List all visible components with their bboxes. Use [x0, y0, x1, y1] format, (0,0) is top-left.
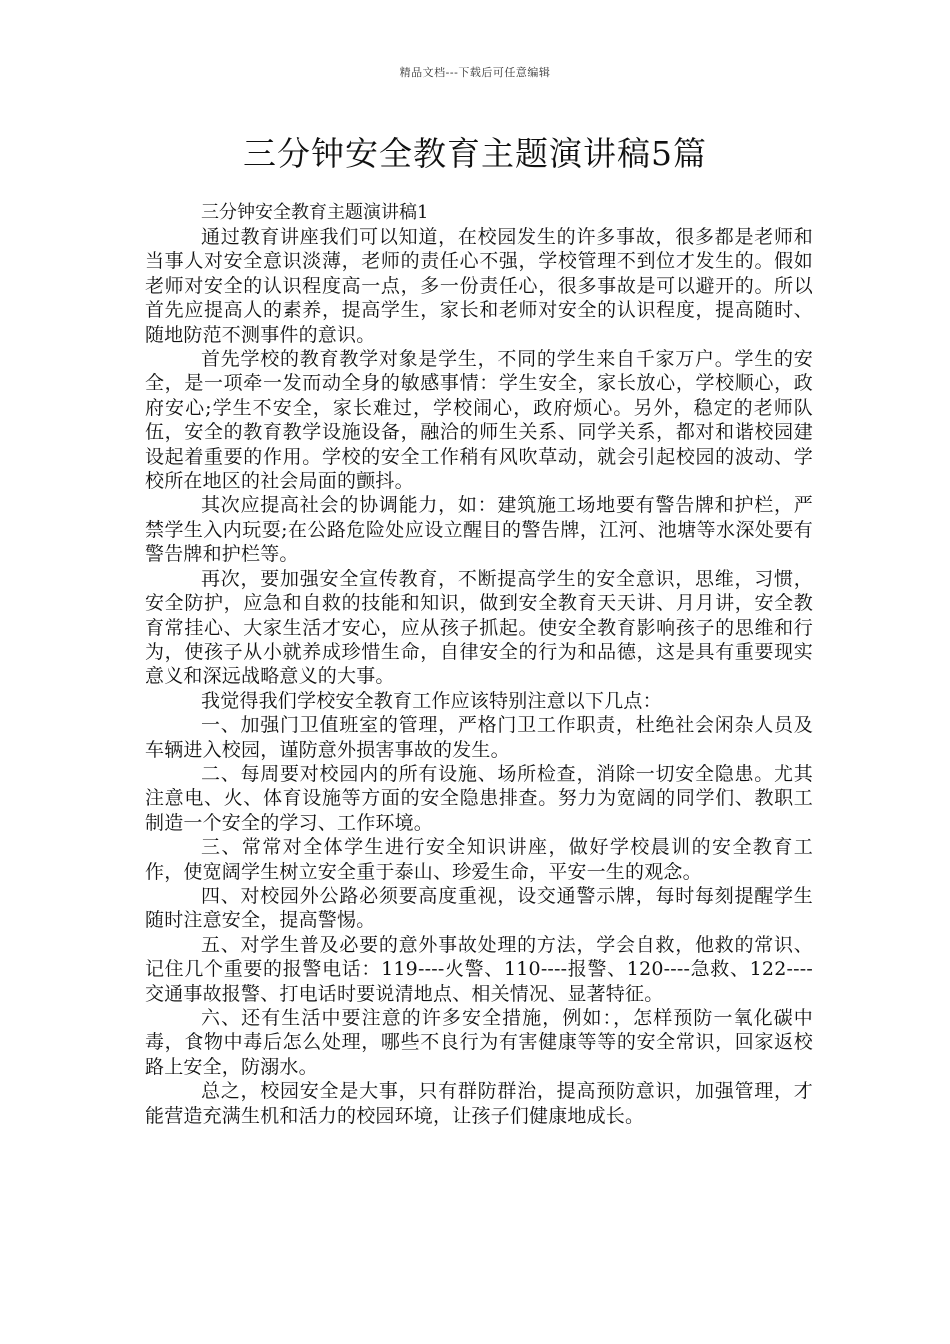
- paragraph-8: 三、常常对全体学生进行安全知识讲座，做好学校晨训的安全教育工作，使宽阔学生树立安全重于泰山、珍爱生命，平安一生的观念。: [145, 836, 813, 883]
- paragraph-7: 二、每周要对校园内的所有设施、场所检查，消除一切安全隐患。尤其注意电、火、体育设施等方面的安全隐患排查。努力为宽阔的同学们、教职工制造一个安全的学习、工作环境。: [145, 762, 813, 834]
- paragraph-12: 总之，校园安全是大事，只有群防群治，提高预防意识，加强管理，才能营造充满生机和活力的校园环境，让孩子们健康地成长。: [145, 1080, 813, 1127]
- document-title: 三分钟安全教育主题演讲稿5篇: [243, 134, 707, 173]
- document-body: [145, 200, 813, 1128]
- paragraph-5: 我觉得我们学校安全教育工作应该特别注意以下几点：: [201, 689, 662, 712]
- paragraph-6: 一、加强门卫值班室的管理，严格门卫工作职责，杜绝社会闲杂人员及车辆进入校园，谨防意外损害事故的发生。: [145, 714, 813, 761]
- paragraph-4: 再次，要加强安全宣传教育，不断提高学生的安全意识，思维，习惯，安全防护，应急和自救的技能和知识，做到安全教育天天讲、月月讲，安全教育常挂心、大家生活才安心，应从孩子抓起。使安全教育影响孩子的思维和行为，使孩子从小就养成珍惜生命，自律安全的行为和品德，这是具有重要现实意义和深远战略意义的大事。: [145, 567, 813, 688]
- paragraph-11: 六、还有生活中要注意的许多安全措施，例如：，怎样预防一氧化碳中毒，食物中毒后怎么处理，哪些不良行为有害健康等等的安全常识，回家返校路上安全，防溺水。: [145, 1007, 813, 1078]
- paragraph-1: 通过教育讲座我们可以知道，在校园发生的许多事故，很多都是老师和当事人对安全意识淡薄，老师的责任心不强，学校管理不到位才发生的。假如老师对安全的认识程度高一点，多一份责任心，很多事故是可以避开的。所以首先应提高人的素养，提高学生，家长和老师对安全的认识程度，提高随时、随地防范不测事件的意识。: [145, 226, 813, 346]
- header-note: 精品文档---下载后可任意编辑: [399, 66, 551, 79]
- paragraph-3: 其次应提高社会的协调能力，如：建筑施工场地要有警告牌和护栏，严禁学生入内玩耍;在公路危险处应设立醒目的警告牌，江河、池塘等水深处要有警告牌和护栏等。: [145, 494, 813, 566]
- paragraph-10: 五、对学生普及必要的意外事故处理的方法，学会自救，他救的常识、记住几个重要的报警电话：119----火警、110----报警、120----急救、122----交通事故报警、打电话时要说清地点、相关情况、显著特征。: [145, 933, 813, 1005]
- paragraph-2: 首先学校的教育教学对象是学生，不同的学生来自千家万户。学生的安全，是一项牵一发而动全身的敏感事情：学生安全，家长放心，学校顺心，政府安心;学生不安全，家长难过，学校闹心，政府烦心。另外，稳定的老师队伍，安全的教育教学设施设备，融洽的师生关系、同学关系，都对和谐校园建设起着重要的作用。学校的安全工作稍有风吹草动，就会引起校园的波动、学校所在地区的社会局面的颤抖。: [145, 348, 813, 493]
- section-subtitle: 三分钟安全教育主题演讲稿1: [201, 202, 429, 223]
- paragraph-9: 四、对校园外公路必须要高度重视，设交通警示牌，每时每刻提醒学生随时注意安全，提高警惕。: [145, 884, 813, 932]
